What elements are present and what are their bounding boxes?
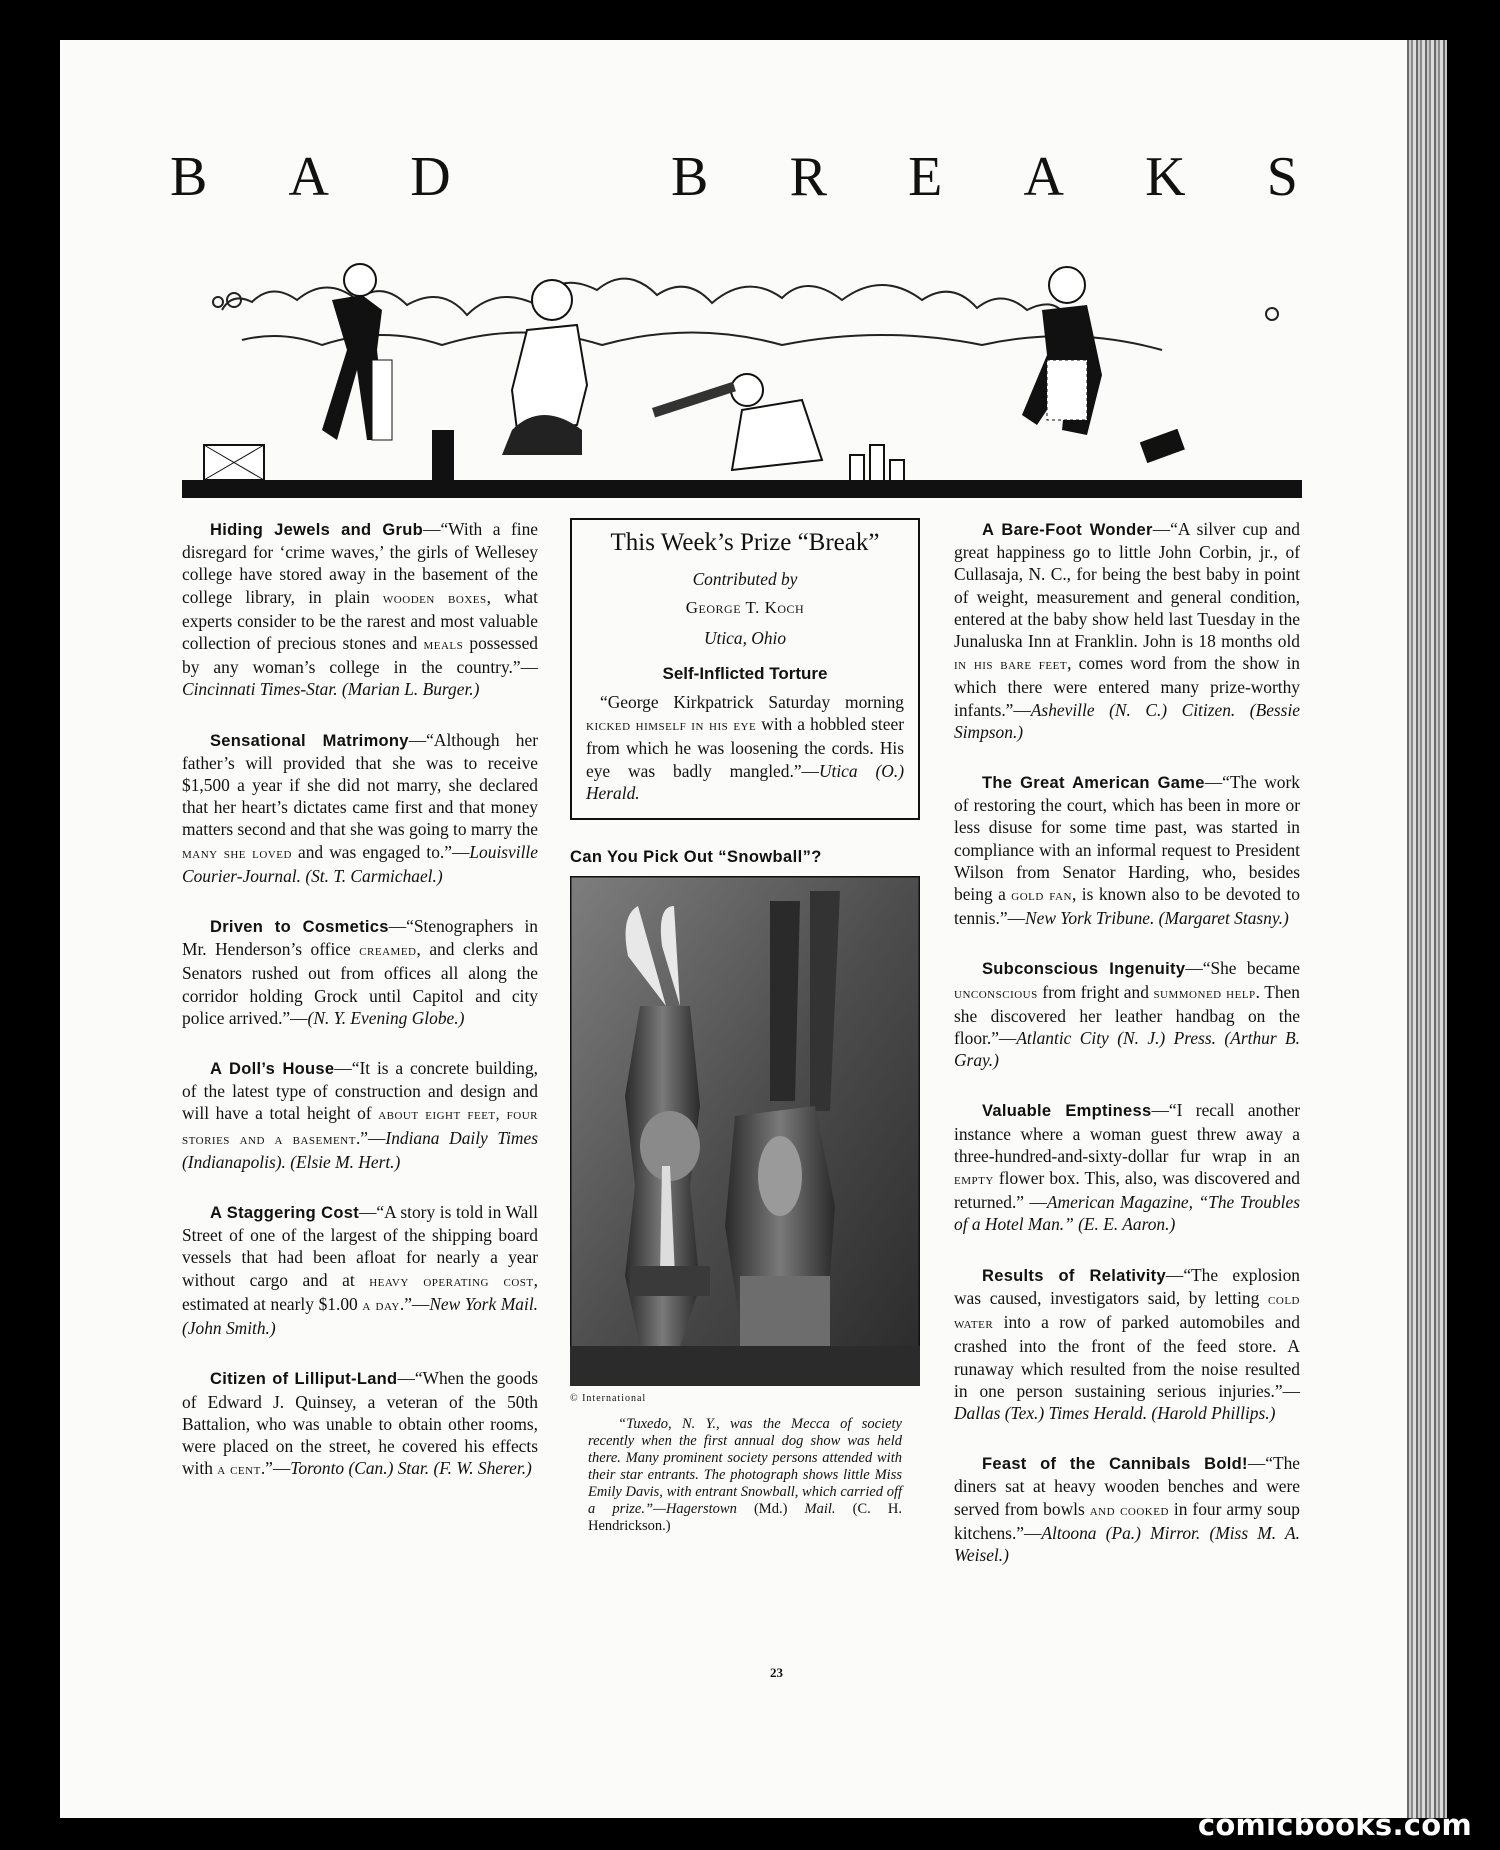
- break-item: [182, 518, 538, 701]
- body-text: , what experts consider to be the rarest and most valuable collection of precious stones and: [182, 586, 538, 654]
- photo-caption: [570, 1416, 920, 1535]
- break-item: [954, 771, 1300, 929]
- body-text: —“I recall another instance where a woman guest threw away a three-hundred-and-sixty-dollar fur wrap in an: [954, 1100, 1300, 1166]
- prize-item-heading: Self-Inflicted Torture: [662, 663, 828, 683]
- break-item-heading: Subconscious Ingenuity: [982, 960, 1186, 979]
- book-spine-edge: [1407, 40, 1447, 1818]
- break-item: [182, 1201, 538, 1339]
- title-letter: B: [671, 146, 711, 208]
- source-citation: Cincinnati Times-Star. (Marian L. Burger.): [182, 679, 480, 700]
- source-citation: Louisville Courier-Journal. (St. T. Carmichael.): [182, 841, 538, 886]
- body-text: (C. H. Hendrickson.): [588, 1501, 902, 1535]
- body-text: Mail.: [787, 1501, 853, 1518]
- break-item: [954, 518, 1300, 743]
- break-item-heading: Hiding Jewels and Grub: [210, 521, 424, 539]
- middle-column: [570, 518, 920, 1535]
- body-text: —“Although her father’s will provided that she was to receive $1,500 a year if she did not marry, she declared that her heart’s dictates came first and that money matters second and that she was going to marry the: [182, 729, 538, 840]
- magazine-page: [50, 40, 1447, 1818]
- break-item-heading: The Great American Game: [982, 774, 1205, 793]
- body-text: from fright and: [1037, 981, 1154, 1002]
- photo-credit: © International: [570, 1393, 647, 1405]
- emphasis-text: wooden boxes: [382, 589, 487, 607]
- break-item: [954, 1452, 1300, 1566]
- emphasis-text: heavy operating cost: [369, 1272, 534, 1290]
- title-letter: B: [170, 146, 210, 208]
- body-text: —“The work of restoring the court, which has been in more or less disuse for some time past, was started in compliance with an informal request to President Wilson from Senator Harding, who, besides being a: [954, 772, 1300, 905]
- body-text: . Then she discovered her leather handbag on the floor.”—: [954, 981, 1300, 1049]
- break-item: [182, 1057, 538, 1173]
- break-item-heading: A Staggering Cost: [210, 1204, 360, 1223]
- title-letter: A: [1023, 146, 1066, 208]
- contributed-by-label: Contributed by: [692, 569, 798, 590]
- source-citation: Toronto (Can.) Star. (F. W. Sherer.): [290, 1458, 532, 1479]
- title-letter: D: [410, 146, 453, 208]
- break-item-heading: Valuable Emptiness: [982, 1102, 1152, 1121]
- page-title: [170, 145, 1300, 209]
- source-citation: Dallas (Tex.) Times Herald. (Harold Phillips.): [954, 1402, 1276, 1423]
- body-text: —“She became: [1185, 958, 1300, 979]
- prize-box-title: This Week’s Prize “Break”: [610, 529, 880, 556]
- figure-kneeling-man: [502, 280, 587, 455]
- body-text: —“With a fine disregard for ‘crime waves,’ the girls of Wellesey college have stored away in the basement of the college library, in plain: [182, 519, 539, 607]
- page-number: 23: [770, 1665, 783, 1680]
- source-citation: Asheville (N. C.) Citizen. (Bessie Simpson.): [954, 699, 1300, 742]
- body-text: , and clerks and Senators rushed out from offices all along the corridor holding Grock until Capitol and city police arrived.”—: [182, 939, 538, 1028]
- body-text: —“It is a concrete building, of the latest type of construction and design and will have a total height of: [182, 1058, 538, 1124]
- emphasis-text: and cooked: [1089, 1501, 1169, 1519]
- picnic-basket: [204, 445, 264, 480]
- break-item-heading: Sensational Matrimony: [210, 731, 409, 750]
- title-letter: K: [1145, 146, 1188, 208]
- photo-feature-heading: Can You Pick Out “Snowball”?: [570, 848, 822, 867]
- break-item-heading: Results of Relativity: [982, 1266, 1166, 1285]
- source-citation: New York Tribune. (Margaret Stasny.): [1025, 908, 1289, 929]
- emphasis-text: kicked himself in his eye: [586, 717, 757, 735]
- title-letter: A: [288, 146, 331, 208]
- body-text: with a hobbled steer from which he was loosening the cords. His eye was badly mangled.”—: [586, 714, 904, 781]
- source-citation: Indiana Daily Times (Indianapolis). (Elsie M. Hert.): [182, 1127, 538, 1172]
- break-item: [182, 1367, 538, 1481]
- break-item: [182, 915, 538, 1029]
- body-text: and was engaged to.”—: [291, 841, 470, 862]
- emphasis-text: in his bare feet: [954, 656, 1068, 674]
- title-letter: S: [1266, 146, 1300, 208]
- body-text: , is known also to be devoted to tennis.”—: [954, 884, 1300, 929]
- prize-item-text: [586, 691, 904, 804]
- body-text: .”—: [399, 1293, 430, 1314]
- body-text: —“Stenographers in Mr. Henderson’s office: [182, 916, 538, 960]
- break-item-heading: Driven to Cosmetics: [210, 918, 389, 937]
- emphasis-text: a day: [362, 1296, 400, 1314]
- body-text: .”—: [355, 1127, 386, 1148]
- break-item: [954, 957, 1300, 1071]
- bottles: [850, 445, 904, 483]
- body-text: .”—: [260, 1458, 291, 1479]
- break-item-heading: Citizen of Lilliput-Land: [210, 1370, 398, 1389]
- title-word-gap: [532, 145, 592, 209]
- figure-dancing-man: [1022, 267, 1102, 435]
- body-text: —“The explosion was caused, investigators said, by letting: [954, 1264, 1300, 1308]
- contributor-location: Utica, Ohio: [703, 627, 787, 648]
- source-citation: American Magazine, “The Troubles of a Hotel Man.” (E. E. Aaron.): [954, 1192, 1300, 1235]
- title-letter: E: [908, 146, 945, 208]
- body-text: “George Kirkpatrick Saturday morning: [600, 692, 904, 713]
- body-text: “Tuxedo, N. Y., was the Mecca of society recently when the first annual dog show was held there. Many prominent society persons attended with their star entrants. The photograph shows little Miss Emily Davis, with entrant Snowball, which carried off a prize.”—Hagerstown: [588, 1416, 902, 1518]
- source-citation: (N. Y. Evening Globe.): [307, 1007, 465, 1028]
- figure-telescope-man: [652, 374, 822, 470]
- emphasis-text: empty: [954, 1171, 994, 1189]
- emphasis-text: cold water: [954, 1290, 1300, 1333]
- body-text: into a row of parked automobiles and crashed into the front of the feed store. A runaway which resulted from the noise resulted in one person sustaining serious injuries.”—: [954, 1312, 1300, 1401]
- break-item-heading: A Bare-Foot Wonder: [982, 521, 1153, 539]
- body-text: —“A story is told in Wall Street of one of the largest of the shipping board vessels that had been afloat for nearly a year without cargo and at: [182, 1202, 538, 1290]
- body-text: —“When the goods of Edward J. Quinsey, a veteran of the 50th Battalion, who was unable to obtain other rooms, were placed on the street, he covered his effects with: [182, 1368, 538, 1479]
- emphasis-text: meals: [423, 636, 464, 654]
- right-column: [954, 518, 1300, 1594]
- emphasis-text: creamed: [359, 942, 417, 960]
- source-citation: Atlantic City (N. J.) Press. (Arthur B. Gray.): [954, 1028, 1300, 1071]
- source-citation: New York Mail. (John Smith.): [182, 1293, 539, 1339]
- body-text: in four army soup kitchens.”—: [954, 1498, 1300, 1543]
- dog-show-photograph: [570, 876, 920, 1386]
- body-text: (Md.): [753, 1501, 788, 1518]
- watermark: comicbooks.com: [1197, 1808, 1472, 1842]
- emphasis-text: unconscious: [954, 984, 1038, 1002]
- break-item-heading: A Doll’s House: [210, 1060, 335, 1079]
- body-text: , estimated at nearly $1.00: [182, 1269, 538, 1314]
- emphasis-text: about eight feet, four stories and a basement: [182, 1106, 538, 1148]
- break-item-heading: Feast of the Cannibals Bold!: [982, 1455, 1248, 1474]
- emphasis-text: a cent: [217, 1461, 261, 1479]
- body-text: flower box. This, also, was discovered and returned.” —: [954, 1168, 1300, 1213]
- body-text: , comes word from the show in which there were entered many prize-worthy infants.”—: [954, 653, 1300, 720]
- body-text: —“The diners sat at heavy wooden benches and were served from bowls: [954, 1453, 1300, 1519]
- body-text: possessed by any woman’s college in the country.”—: [182, 633, 538, 678]
- cartoon-banner-illustration: [182, 240, 1302, 500]
- break-item: [954, 1099, 1300, 1235]
- body-text: —“A silver cup and great happiness go to little John Corbin, jr., of Cullasaja, N. C., for being the best baby in point of weight, measurement and general condition, entered at the baby show held last Tuesday in the Junaluska Inn at Franklin. John is 18 months old: [954, 519, 1301, 652]
- prize-break-box: [570, 518, 920, 820]
- source-citation: Altoona (Pa.) Mirror. (Miss M. A. Weisel.): [954, 1522, 1300, 1565]
- left-column: [182, 518, 538, 1509]
- title-letter: R: [789, 146, 829, 208]
- break-item: [182, 729, 538, 887]
- emphasis-text: gold fan: [1011, 887, 1072, 905]
- source-citation: Utica (O.) Herald.: [586, 760, 904, 803]
- page-left-shadow: [50, 40, 60, 1818]
- emphasis-text: summoned help: [1153, 984, 1256, 1002]
- emphasis-text: many she loved: [182, 844, 292, 862]
- contributor-name: George T. Koch: [685, 598, 805, 618]
- break-item: [954, 1264, 1300, 1424]
